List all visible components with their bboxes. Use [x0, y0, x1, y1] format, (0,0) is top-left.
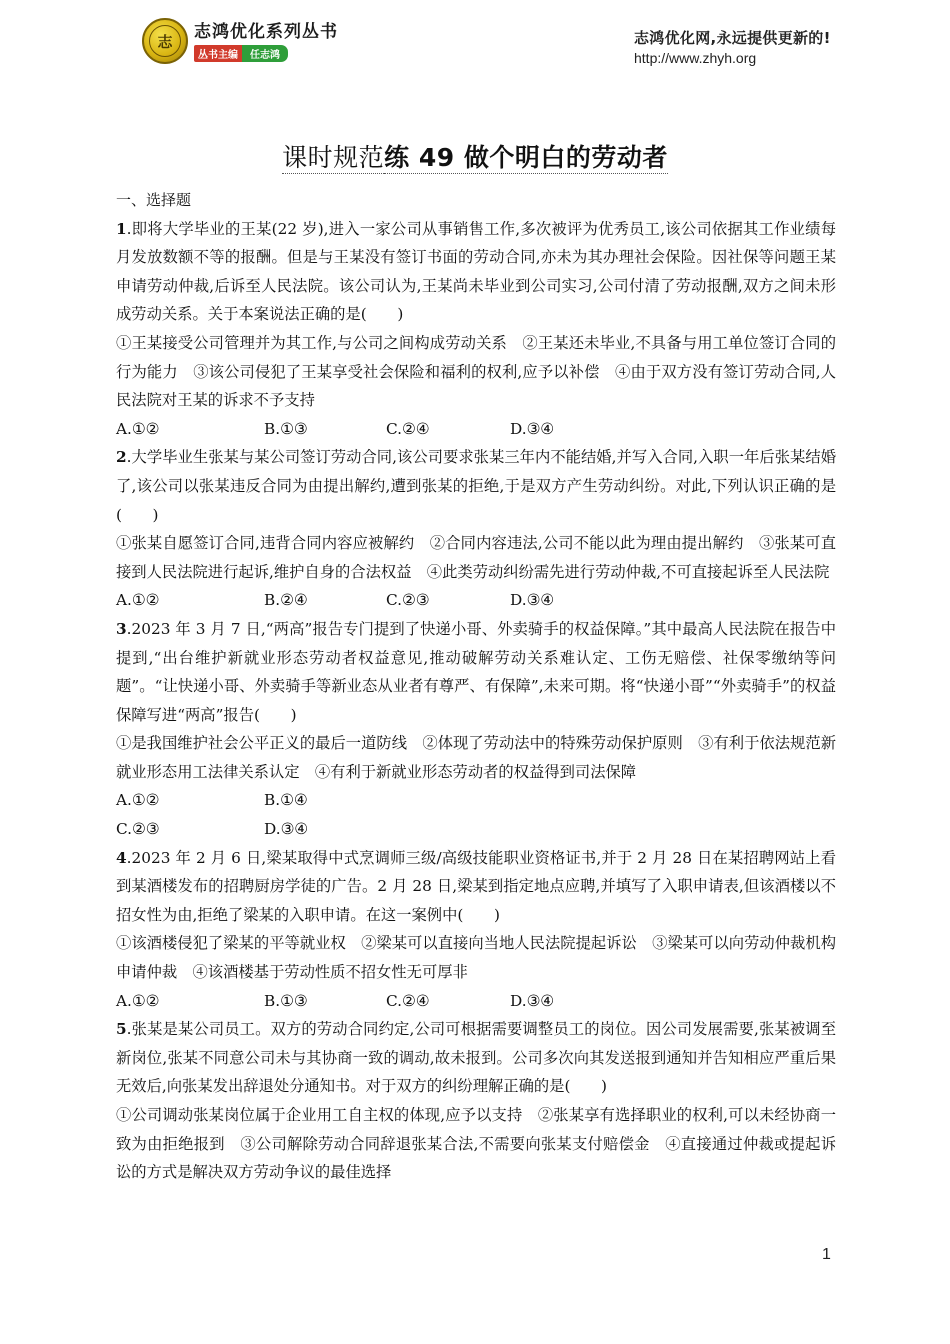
question-3	[116, 615, 836, 844]
page-header	[0, 0, 950, 82]
question-1	[116, 215, 836, 444]
logo-glyph: 志	[149, 25, 181, 57]
question-statements: ①公司调动张某岗位属于企业用工自主权的体现,应予以支持 ②张某享有选择职业的权利,可以未经协商一致为由拒绝报到 ③公司解除劳动合同辞退张某合法,不需要向张某支付赔偿金 ④直接通过仲裁或提起诉讼的方式是解决双方劳动争议的最佳选择	[116, 1106, 836, 1182]
option-d[interactable]: D.③④	[510, 991, 555, 1010]
question-stem	[116, 215, 836, 329]
question-number: 1	[116, 219, 127, 238]
editor-name: 任志鸿	[242, 45, 288, 62]
header-right	[634, 28, 831, 67]
series-logo	[142, 18, 338, 64]
answer-options	[116, 415, 836, 444]
option-a[interactable]: A.①②	[116, 791, 160, 810]
question-stem-text: .即将大学毕业的王某(22 岁),进入一家公司从事销售工作,多次被评为优秀员工,该公司依据其工作业绩每月发放数额不等的报酬。但是与王某没有签订书面的劳动合同,亦未为其办理社会保险。因社保等问题王某申请劳动仲裁,后诉至人民法院。该公司认为,王某尚未毕业到公司实习,公司付清了劳动报酬,双方之间未形成劳动关系。关于本案说法正确的是( )	[116, 219, 836, 324]
question-4	[116, 844, 836, 1016]
question-statements: ①张某自愿签订合同,违背合同内容应被解约 ②合同内容违法,公司不能以此为理由提出解约 ③张某可直接到人民法院进行起诉,维护自身的合法权益 ④此类劳动纠纷需先进行劳动仲裁,不可直接起诉至人民法院	[116, 534, 836, 581]
page-title	[0, 138, 950, 174]
option-b[interactable]: B.②④	[264, 591, 308, 610]
option-a[interactable]: A.①②	[116, 419, 160, 438]
answer-options	[116, 586, 836, 615]
slogan: 志鸿优化网,永远提供更新的!	[634, 29, 831, 47]
option-c[interactable]: C.②④	[386, 419, 430, 438]
question-stem	[116, 1015, 836, 1101]
option-c[interactable]: C.②③	[386, 591, 430, 610]
site-url-link[interactable]: http://www.zhyh.org	[634, 50, 757, 66]
title-part-2: 练 49 做个明白的劳动者	[384, 143, 668, 172]
title-part-1: 课时规范	[282, 143, 385, 172]
series-block	[194, 21, 338, 62]
option-d[interactable]: D.③④	[264, 820, 309, 839]
series-title: 志鸿优化系列丛书	[194, 21, 338, 42]
question-statements: ①该酒楼侵犯了梁某的平等就业权 ②梁某可以直接向当地人民法院提起诉讼 ③梁某可以向劳动仲裁机构申请仲裁 ④该酒楼基于劳动性质不招女性无可厚非	[116, 934, 836, 982]
option-c[interactable]: C.②④	[386, 991, 430, 1010]
question-stem-text: .大学毕业生张某与某公司签订劳动合同,该公司要求张某三年内不能结婚,并写入合同,入职一年后张某结婚了,该公司以张某违反合同为由提出解约,遭到张某的拒绝,于是双方产生劳动纠纷。对此,下列认识正确的是( )	[116, 448, 836, 524]
question-number: 3	[116, 619, 127, 638]
question-statements: ①是我国维护社会公平正义的最后一道防线 ②体现了劳动法中的特殊劳动保护原则 ③有利于依法规范新就业形态用工法律关系认定 ④有利于新就业形态劳动者的权益得到司法保障	[116, 734, 836, 781]
option-b[interactable]: B.①④	[264, 791, 308, 810]
question-2	[116, 443, 836, 615]
question-statements: ①王某接受公司管理并为其工作,与公司之间构成劳动关系 ②王某还未毕业,不具备与用工单位签订合同的行为能力 ③该公司侵犯了王某享受社会保险和福利的权利,应予以补偿 ④由于双方没有签订劳动合同,人民法院对王某的诉求不予支持	[116, 333, 836, 410]
series-editor	[194, 45, 338, 62]
option-b[interactable]: B.①③	[264, 419, 308, 438]
option-b[interactable]: B.①③	[264, 991, 308, 1010]
question-5	[116, 1015, 836, 1187]
document-body	[116, 186, 836, 1187]
question-number: 5	[116, 1020, 127, 1039]
question-stem	[116, 443, 836, 529]
question-stem	[116, 844, 836, 930]
editor-label: 丛书主编	[194, 45, 242, 62]
option-c[interactable]: C.②③	[116, 820, 160, 839]
question-stem-text: .2023 年 2 月 6 日,梁某取得中式烹调师三级/高级技能职业资格证书,并于 2 月 28 日在某招聘网站上看到某酒楼发布的招聘厨房学徒的广告。2 月 28 日,梁某到指定地点应聘,并填写了入职申请表,但该酒楼以不招女性为由,拒绝了梁某的入职申请。在这一案例中( )	[116, 848, 836, 924]
question-number: 4	[116, 848, 127, 867]
section-heading: 一、选择题	[116, 191, 192, 209]
question-stem-text: .2023 年 3 月 7 日,“两高”报告专门提到了快递小哥、外卖骑手的权益保障。”其中最高人民法院在报告中提到,“出台维护新就业形态劳动者权益意见,推动破解劳动关系难认定、工伤无赔偿、社保零缴纳等问题”。“让快递小哥、外卖骑手等新业态从业者有尊严、有保障”,未来可期。将“快递小哥”“外卖骑手”的权益保障写进“两高”报告( )	[116, 619, 836, 724]
page-number: 1	[822, 1246, 831, 1263]
option-a[interactable]: A.①②	[116, 591, 160, 610]
answer-options-row-1	[116, 786, 836, 815]
option-d[interactable]: D.③④	[510, 591, 555, 610]
question-number: 2	[116, 448, 127, 467]
logo-emblem-icon	[142, 18, 188, 64]
question-stem	[116, 615, 836, 729]
option-d[interactable]: D.③④	[510, 419, 555, 438]
answer-options-row-2	[116, 815, 836, 844]
question-stem-text: .张某是某公司员工。双方的劳动合同约定,公司可根据需要调整员工的岗位。因公司发展需要,张某被调至新岗位,张某不同意公司未与其协商一致的调动,故未报到。公司多次向其发送报到通知并告知相应严重后果无效后,向张某发出辞退处分通知书。对于双方的纠纷理解正确的是( )	[116, 1020, 836, 1096]
option-a[interactable]: A.①②	[116, 991, 160, 1010]
answer-options	[116, 987, 836, 1016]
